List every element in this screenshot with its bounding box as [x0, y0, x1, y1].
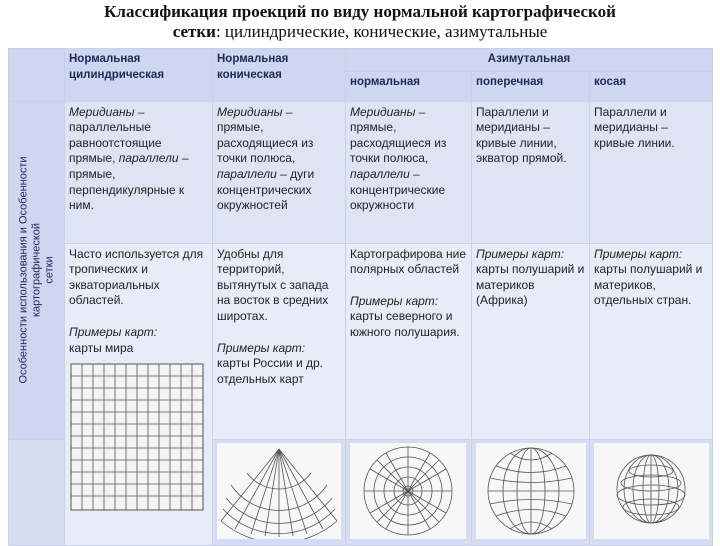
usage-azimuthal-oblique [590, 243, 713, 439]
title-line-1: Классификация проекций по виду нормальной картографической [104, 2, 616, 21]
text-italic: параллели – [350, 166, 420, 181]
grid-conic [213, 101, 346, 243]
side-label-line-3: сетки [43, 256, 55, 284]
conic-grid-image [217, 443, 341, 539]
title-rest: : цилиндрические, конические, азимутальные [215, 22, 548, 41]
page-title [0, 2, 720, 42]
text: прямые, расходящиеся из точки полюса, [217, 120, 314, 166]
projection-table [8, 48, 713, 546]
text-italic: Меридианы – [217, 104, 293, 119]
grid-cylindrical [65, 101, 213, 243]
oblique-azimuthal-grid-image [594, 443, 709, 539]
text: параллельные равноотстоящие прямые, [69, 120, 162, 166]
normal-azimuthal-grid-image [350, 443, 466, 539]
examples: карты мира [69, 340, 134, 355]
text-italic: параллели [217, 166, 277, 181]
title-line-2 [0, 22, 720, 42]
text-italic: параллели [118, 151, 179, 166]
side-label-line-2: картографической [30, 223, 42, 318]
text: концентрические окружности [350, 182, 446, 213]
normal-azimuthal-image-cell [346, 439, 472, 545]
examples-label: Примеры карт: [476, 246, 565, 261]
examples-label: Примеры карт: [217, 340, 306, 355]
cylindrical-grid-image [69, 362, 205, 512]
examples: карты полушарий и материков, отдельных стран. [594, 262, 703, 308]
text: Картографирова ние полярных областей [350, 246, 467, 277]
grid-azimuthal-transverse: Параллели и меридианы – кривые линии, экватор прямой. [472, 101, 590, 243]
usage-conic [213, 243, 346, 439]
examples-label: Примеры карт: [69, 324, 158, 339]
text-italic: Меридианы – [69, 104, 145, 119]
title-bold-word: сетки [172, 22, 216, 41]
usage-azimuthal-normal [346, 243, 472, 439]
text: Часто используется для тропических и экваториальных областей. [69, 246, 204, 308]
text-italic: Меридианы – [350, 104, 426, 119]
text: прямые, расходящиеся из точки полюса, [350, 120, 447, 166]
transverse-azimuthal-grid-image [476, 443, 586, 539]
grid-azimuthal-normal [346, 101, 472, 243]
header-azimuthal-normal: нормальная [346, 71, 472, 101]
header-azimuthal-transverse: поперечная [472, 71, 590, 101]
side-blank [9, 439, 65, 545]
usage-cylindrical [65, 243, 213, 545]
header-azimuthal-oblique: косая [590, 71, 713, 101]
text: – дуги концентрических окружностей [217, 166, 315, 213]
side-label [9, 101, 65, 439]
examples-label: Примеры карт: [350, 293, 439, 308]
examples: карты России и др. отдельных карт [217, 356, 323, 386]
grid-azimuthal-oblique: Параллели и меридианы – кривые линии. [590, 101, 713, 243]
text: Удобны для территорий, вытянутых с запада на восток в средних широтах. [217, 246, 329, 323]
examples-label: Примеры карт: [594, 246, 683, 261]
header-cylindrical: Нормальная цилиндрическая [65, 49, 213, 102]
header-azimuthal: Азимутальная [346, 49, 713, 72]
header-corner [9, 49, 65, 102]
side-label-line-1: Особенности использования и Особенности [17, 156, 29, 384]
examples: карты полушарий и материков (Африка) [476, 262, 585, 308]
text: – прямые, перпендикулярные к ним. [69, 151, 189, 213]
examples: карты северного и южного полушария. [350, 309, 460, 339]
header-conic: Нормальная коническая [213, 49, 346, 102]
oblique-azimuthal-image-cell [590, 439, 713, 545]
usage-azimuthal-transverse [472, 243, 590, 439]
conic-image-cell [213, 439, 346, 545]
transverse-azimuthal-image-cell [472, 439, 590, 545]
